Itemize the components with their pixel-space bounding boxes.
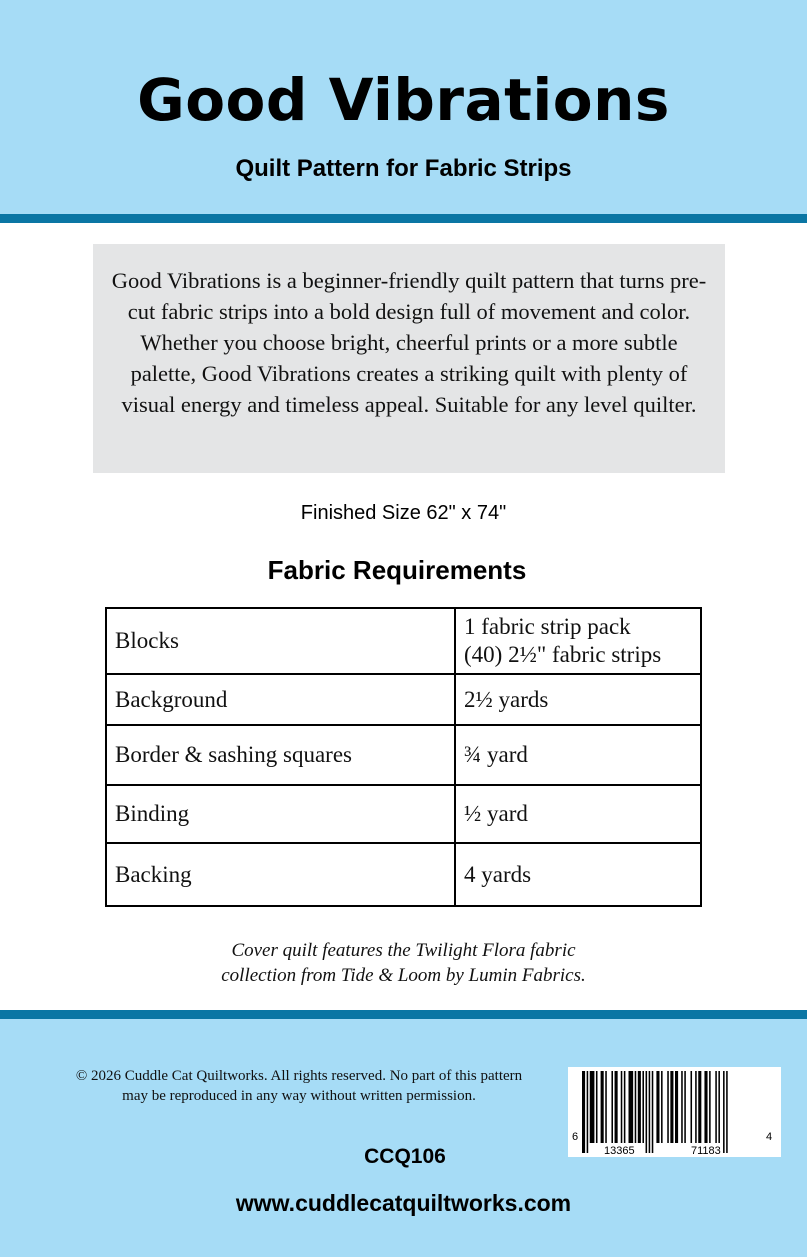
copyright-line: may be reproduced in any way without written permission. xyxy=(122,1088,476,1104)
row-item: Backing xyxy=(106,843,455,906)
barcode-bar xyxy=(709,1071,711,1143)
barcode-bar xyxy=(656,1071,659,1143)
barcode-bar xyxy=(646,1071,648,1153)
barcode-bar xyxy=(670,1071,673,1143)
table-row xyxy=(106,674,701,725)
barcode-bar xyxy=(624,1071,626,1143)
barcode-group-left: 13365 xyxy=(604,1145,635,1157)
copyright-notice xyxy=(40,1066,558,1106)
barcode-bar xyxy=(684,1071,686,1143)
page-subtitle: Quilt Pattern for Fabric Strips xyxy=(235,155,572,182)
barcode-bar xyxy=(615,1071,618,1143)
barcode-bar xyxy=(629,1071,634,1143)
barcode-bar xyxy=(704,1071,707,1143)
fabric-credit-line: collection from Tide & Loom by Lumin Fabrics. xyxy=(221,965,586,986)
barcode-bar xyxy=(601,1071,604,1143)
bottom-divider xyxy=(0,1010,807,1019)
row-amount-line: 1 fabric strip pack xyxy=(464,614,631,639)
fabric-credit-line: Cover quilt features the Twilight Flora fabric xyxy=(231,940,576,961)
barcode-bar xyxy=(726,1071,728,1153)
barcode-bars xyxy=(568,1067,781,1157)
barcode-group-right: 71183 xyxy=(691,1145,721,1157)
row-amount-line: (40) 2½" fabric strips xyxy=(464,642,662,667)
finished-size: Finished Size 62" x 74" xyxy=(300,502,507,524)
row-amount xyxy=(455,608,701,674)
row-amount: 4 yards xyxy=(455,843,701,906)
barcode-bar xyxy=(661,1071,663,1143)
barcode-bar xyxy=(611,1071,613,1143)
top-divider xyxy=(0,214,807,223)
description-text: Good Vibrations is a beginner-friendly quilt pattern that turns pre-cut fabric strips into a bold design full of movement and color. Whether you choose bright, cheerful prints or a more subtle palette, Good Vibrations creates a striking quilt with plenty of visual energy and timeless appeal. Suitable for any level quilter. xyxy=(111,268,707,417)
barcode-bar xyxy=(691,1071,693,1143)
row-amount: ¾ yard xyxy=(455,725,701,785)
barcode-bar xyxy=(596,1071,598,1143)
barcode-bar xyxy=(621,1071,623,1143)
table-row xyxy=(106,785,701,843)
barcode-bar xyxy=(715,1071,717,1143)
barcode-bar xyxy=(635,1071,637,1143)
barcode-bar xyxy=(587,1071,589,1153)
table-row xyxy=(106,608,701,674)
row-item: Blocks xyxy=(106,608,455,674)
fabric-credit xyxy=(0,938,807,988)
barcode-bar xyxy=(698,1071,701,1143)
barcode-bar xyxy=(590,1071,595,1143)
website-link[interactable]: www.cuddlecatquiltworks.com xyxy=(235,1190,572,1216)
table-row xyxy=(106,725,701,785)
barcode xyxy=(568,1067,781,1157)
row-amount: 2½ yards xyxy=(455,674,701,725)
barcode-bar xyxy=(649,1071,651,1153)
barcode-bar xyxy=(638,1071,641,1143)
barcode-digit-last: 4 xyxy=(766,1131,773,1143)
barcode-bar xyxy=(667,1071,669,1143)
barcode-bar xyxy=(605,1071,607,1143)
barcode-bar xyxy=(652,1071,654,1153)
barcode-bar xyxy=(582,1071,585,1153)
row-amount: ½ yard xyxy=(455,785,701,843)
barcode-bar xyxy=(681,1071,683,1143)
page-title: Good Vibrations xyxy=(137,66,670,134)
barcode-digit-first: 6 xyxy=(572,1131,579,1143)
barcode-bar xyxy=(723,1071,725,1153)
row-item: Binding xyxy=(106,785,455,843)
table-row xyxy=(106,843,701,906)
barcode-bar xyxy=(718,1071,720,1143)
product-code: CCQ106 xyxy=(364,1145,446,1168)
copyright-line: © 2026 Cuddle Cat Quiltworks. All rights reserved. No part of this pattern xyxy=(75,1068,523,1084)
requirements-table xyxy=(105,607,702,907)
row-item: Border & sashing squares xyxy=(106,725,455,785)
barcode-bar xyxy=(695,1071,697,1143)
row-item: Background xyxy=(106,674,455,725)
barcode-bar xyxy=(675,1071,678,1143)
barcode-bar xyxy=(642,1071,644,1143)
requirements-heading: Fabric Requirements xyxy=(267,555,527,585)
